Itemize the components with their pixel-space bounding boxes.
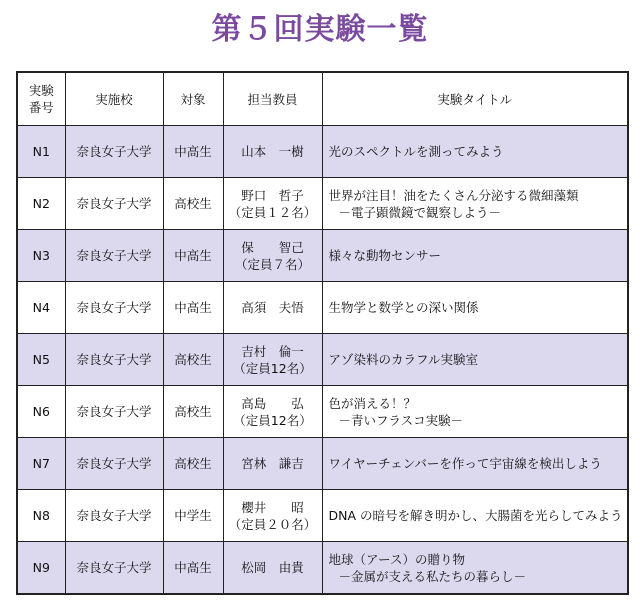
cell-teacher: 高須 夫悟 (223, 282, 322, 334)
table-row (17, 334, 628, 386)
header-school: 実施校 (65, 72, 163, 126)
cell-title: 色が消える！？ －青いフラスコ実験－ (322, 386, 628, 438)
cell-teacher: 野口 哲子 （定員１２名） (223, 178, 322, 230)
cell-target: 中高生 (163, 282, 223, 334)
table-row (17, 386, 628, 438)
cell-teacher: 櫻井 昭 （定員２０名） (223, 490, 322, 542)
header-target: 対象 (163, 72, 223, 126)
table-row (17, 230, 628, 282)
cell-target: 高校生 (163, 334, 223, 386)
cell-school: 奈良女子大学 (65, 282, 163, 334)
table-row (17, 126, 628, 178)
cell-teacher: 保 智己 （定員７名） (223, 230, 322, 282)
table-row (17, 542, 628, 595)
cell-number: N9 (17, 542, 65, 595)
cell-teacher: 宮林 謙吉 (223, 438, 322, 490)
cell-number: N6 (17, 386, 65, 438)
cell-number: N8 (17, 490, 65, 542)
table-body (17, 126, 628, 595)
cell-title: アゾ染料のカラフル実験室 (322, 334, 628, 386)
cell-title: 様々な動物センサー (322, 230, 628, 282)
cell-school: 奈良女子大学 (65, 334, 163, 386)
experiment-table-container (16, 71, 627, 595)
header-number: 実験 番号 (17, 72, 65, 126)
cell-school: 奈良女子大学 (65, 386, 163, 438)
experiment-table (16, 71, 629, 595)
cell-target: 中学生 (163, 490, 223, 542)
table-header-row (17, 72, 628, 126)
table-row (17, 438, 628, 490)
cell-school: 奈良女子大学 (65, 126, 163, 178)
cell-school: 奈良女子大学 (65, 490, 163, 542)
cell-target: 高校生 (163, 178, 223, 230)
cell-title: 世界が注目！油をたくさん分泌する微細藻類 －電子顕微鏡で観察しよう－ (322, 178, 628, 230)
cell-number: N1 (17, 126, 65, 178)
cell-school: 奈良女子大学 (65, 178, 163, 230)
table-row (17, 178, 628, 230)
cell-title: 地球（アース）の贈り物 －金属が支える私たちの暮らし－ (322, 542, 628, 595)
cell-teacher: 山本 一樹 (223, 126, 322, 178)
cell-title: 光のスペクトルを測ってみよう (322, 126, 628, 178)
cell-target: 中高生 (163, 542, 223, 595)
cell-number: N5 (17, 334, 65, 386)
table-row (17, 490, 628, 542)
cell-school: 奈良女子大学 (65, 230, 163, 282)
cell-target: 中高生 (163, 126, 223, 178)
cell-number: N2 (17, 178, 65, 230)
cell-school: 奈良女子大学 (65, 542, 163, 595)
cell-target: 高校生 (163, 386, 223, 438)
table-row (17, 282, 628, 334)
cell-target: 中高生 (163, 230, 223, 282)
cell-teacher: 松岡 由貴 (223, 542, 322, 595)
header-title: 実験タイトル (322, 72, 628, 126)
cell-teacher: 高島 弘 （定員12名） (223, 386, 322, 438)
cell-teacher: 吉村 倫一 （定員12名） (223, 334, 322, 386)
cell-number: N4 (17, 282, 65, 334)
cell-title: DNA の暗号を解き明かし、大腸菌を光らしてみよう (322, 490, 628, 542)
cell-number: N7 (17, 438, 65, 490)
cell-target: 高校生 (163, 438, 223, 490)
cell-number: N3 (17, 230, 65, 282)
page-title: 第５回実験一覧 (211, 12, 429, 47)
cell-title: ワイヤーチェンバーを作って宇宙線を検出しよう (322, 438, 628, 490)
cell-school: 奈良女子大学 (65, 438, 163, 490)
header-teacher: 担当教員 (223, 72, 322, 126)
cell-title: 生物学と数学との深い関係 (322, 282, 628, 334)
